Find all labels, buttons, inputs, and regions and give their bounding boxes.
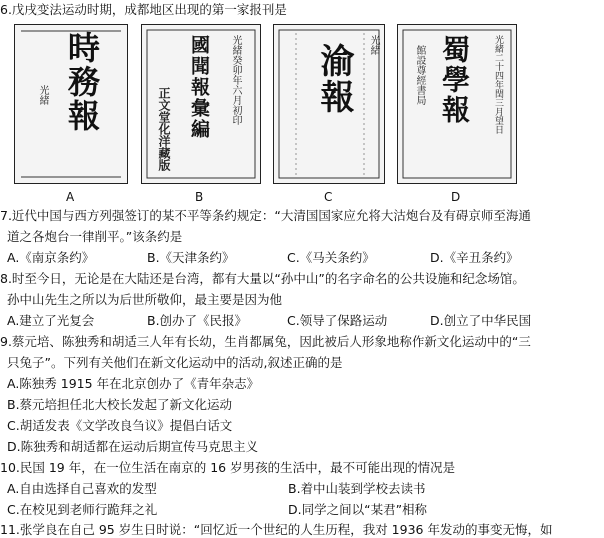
newspaper-image-c [273,24,385,184]
image-a-title: 時務報 [63,31,101,133]
image-a-side: 光緒 [37,85,48,105]
image-b-sub: 正文堂化洋藏版 [157,87,171,171]
q10-stem: 10.民国 19 年，在一位生活在南京的 16 岁男孩的生活中，最不可能出现的情况是 [0,460,456,475]
image-c-side: 光緒 [368,35,379,55]
q9-stem-line2: 只兔子”。下列有关他们在新文化运动中的活动,叙述正确的是 [7,355,343,370]
newspaper-image-a [14,24,128,184]
image-b-side: 光緒癸卯年六月初印 [230,35,241,125]
image-b-label: B [195,190,204,204]
q7-option-c: C.《马关条约》 [287,250,375,265]
q10-option-d: D.同学之间以“某君”相称 [288,502,428,517]
q8-option-b: B.创办了《民报》 [147,313,248,328]
image-d-label: D [451,190,461,204]
image-d-sub: 館設尊經書局 [414,45,425,105]
q9-stem-line1: 9.蔡元培、陈独秀和胡适三人年有长幼，生肖都属兔，因此被后人形象地称作新文化运动中的“三 [0,334,531,349]
q8-option-a: A.建立了光复会 [7,313,95,328]
image-b-title: 國聞報彙編 [188,35,210,140]
q6-stem: 6.戊戌变法运动时期，成都地区出现的第一家报刊是 [0,2,287,17]
q8-option-c: C.领导了保路运动 [287,313,388,328]
q7-stem-line2: 道之各炮台一律削平。”该条约是 [7,229,183,244]
q10-option-a: A.自由选择自己喜欢的发型 [7,481,157,496]
q10-option-b: B.着中山装到学校去读书 [288,481,426,496]
image-c-title: 渝報 [314,43,354,115]
q11-stem: 11.张学良在自己 95 岁生日时说：“回忆近一个世纪的人生历程，我对 1936 年发动的事变无悔，如 [0,522,553,537]
q7-option-d: D.《辛丑条约》 [430,250,519,265]
image-d-side: 光緒二十四年閏三月望日 [493,35,503,134]
q8-option-d: D.创立了中华民国 [430,313,532,328]
q7-option-a: A.《南京条约》 [7,250,95,265]
q10-option-c: C.在校见到老师行跪拜之礼 [7,502,158,517]
image-c-label: C [324,190,333,204]
newspaper-image-b [141,24,261,184]
image-d-title: 蜀學報 [438,35,471,125]
q9-option-c: C.胡适发表《文学改良刍议》提倡白话文 [7,418,233,433]
newspaper-image-d [397,24,517,184]
image-a-label: A [66,190,75,204]
q8-stem-line1: 8.时至今日，无论是在大陆还是台湾，都有大量以“孙中山”的名字命名的公共设施和纪念场馆。 [0,271,525,286]
q9-option-a: A.陈独秀 1915 年在北京创办了《青年杂志》 [7,376,260,391]
q7-option-b: B.《天津条约》 [147,250,235,265]
q8-stem-line2: 孙中山先生之所以为后世所敬仰，最主要是因为他 [7,292,283,307]
q7-stem-line1: 7.近代中国与西方列强签订的某不平等条约规定：“大清国国家应允将大沽炮台及有碍京师至海通 [0,208,531,223]
q9-option-d: D.陈独秀和胡适都在运动后期宣传马克思主义 [7,439,259,454]
q9-option-b: B.蔡元培担任北大校长发起了新文化运动 [7,397,233,412]
